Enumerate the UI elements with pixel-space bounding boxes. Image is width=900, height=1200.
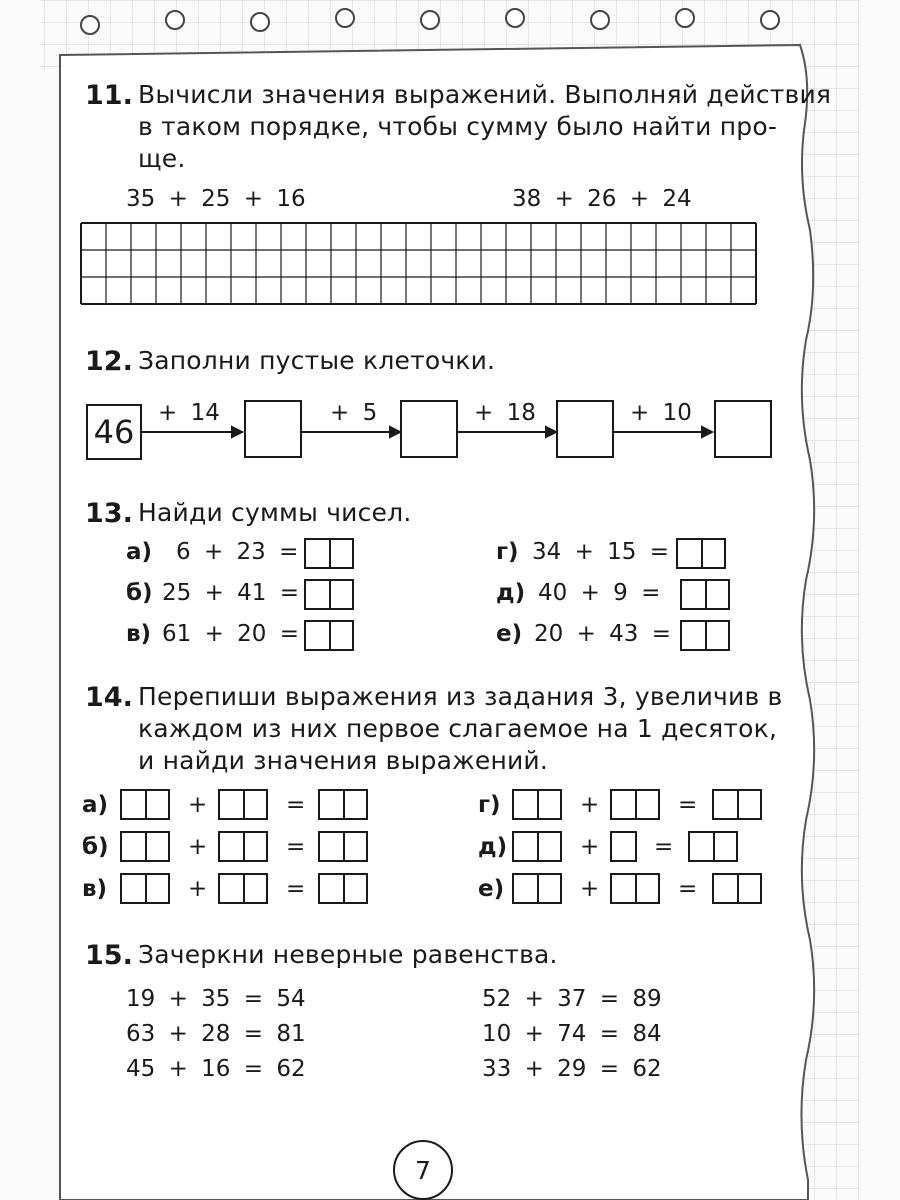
exercise-11-expression-left: 35 + 25 + 16: [126, 186, 306, 212]
answer-cells[interactable]: [304, 538, 354, 569]
equality[interactable]: 10 + 74 = 84: [482, 1021, 662, 1047]
answer-cells[interactable]: [676, 538, 726, 569]
result-cells[interactable]: [318, 873, 368, 904]
exercise-14-text-line-1: Перепиши выражения из задания 3, увеличив в: [138, 682, 783, 711]
item-label: в): [82, 876, 108, 902]
page-number: 7: [393, 1140, 453, 1200]
chain-start-box: 46: [86, 404, 142, 460]
plus-sign: +: [580, 876, 600, 902]
item-label: г): [496, 539, 519, 565]
chain-answer-box[interactable]: [714, 400, 772, 458]
equality[interactable]: 19 + 35 = 54: [126, 986, 306, 1012]
sum-expression: 20 + 43 =: [534, 621, 672, 647]
equality[interactable]: 52 + 37 = 89: [482, 986, 662, 1012]
term-cells[interactable]: [218, 831, 268, 862]
plus-sign: +: [580, 792, 600, 818]
item-label: е): [478, 876, 505, 902]
plus-sign: +: [188, 834, 208, 860]
exercise-11-text-line-3: ще.: [138, 144, 186, 173]
term-cells[interactable]: [120, 789, 170, 820]
equals-sign: =: [654, 834, 674, 860]
item-label: г): [478, 792, 501, 818]
chain-answer-box[interactable]: [556, 400, 614, 458]
term-cells[interactable]: [610, 789, 660, 820]
chain-step-1: + 14: [158, 400, 220, 426]
answer-cells[interactable]: [680, 579, 730, 610]
result-cells[interactable]: [712, 873, 762, 904]
sum-expression: 34 + 15 =: [532, 539, 670, 565]
answer-cells[interactable]: [680, 620, 730, 651]
term-cells[interactable]: [218, 873, 268, 904]
chain-step-4: + 10: [630, 400, 692, 426]
result-cells[interactable]: [688, 831, 738, 862]
exercise-11-text-line-2: в таком порядке, чтобы сумму было найти про-: [138, 112, 778, 141]
plus-sign: +: [580, 834, 600, 860]
item-label: е): [496, 621, 523, 647]
exercise-14-text-line-3: и найди значения выражений.: [138, 746, 549, 775]
item-label: а): [126, 539, 153, 565]
equality[interactable]: 63 + 28 = 81: [126, 1021, 306, 1047]
exercise-11-number: 11.: [85, 80, 133, 111]
sum-expression: 61 + 20 =: [162, 621, 300, 647]
exercise-11-answer-grid[interactable]: [80, 222, 760, 306]
chain-step-2: + 5: [330, 400, 378, 426]
term-cells[interactable]: [610, 873, 660, 904]
term-cells[interactable]: [512, 873, 562, 904]
sum-expression: 40 + 9 =: [538, 580, 661, 606]
equality[interactable]: 45 + 16 = 62: [126, 1056, 306, 1082]
answer-cells[interactable]: [304, 620, 354, 651]
item-label: б): [126, 580, 153, 606]
exercise-15-number: 15.: [85, 940, 133, 971]
item-label: д): [496, 580, 526, 606]
exercise-15-text: Зачеркни неверные равенства.: [138, 940, 558, 969]
exercise-12-number: 12.: [85, 346, 133, 377]
plus-sign: +: [188, 876, 208, 902]
answer-cells[interactable]: [304, 579, 354, 610]
term-cells[interactable]: [120, 873, 170, 904]
term-cells[interactable]: [120, 831, 170, 862]
exercise-13-text: Найди суммы чисел.: [138, 498, 412, 527]
exercise-14-number: 14.: [85, 682, 133, 713]
exercise-14-text-line-2: каждом из них первое слагаемое на 1 десяток,: [138, 714, 778, 743]
exercise-13-number: 13.: [85, 498, 133, 529]
term-cells[interactable]: [512, 789, 562, 820]
exercise-11-expression-right: 38 + 26 + 24: [512, 186, 692, 212]
item-label: в): [126, 621, 152, 647]
sum-expression: 6 + 23 =: [176, 539, 299, 565]
item-label: д): [478, 834, 508, 860]
term-cells[interactable]: [512, 831, 562, 862]
item-label: а): [82, 792, 109, 818]
exercise-11-text-line-1: Вычисли значения выражений. Выполняй действия: [138, 80, 832, 109]
item-label: б): [82, 834, 109, 860]
plus-sign: +: [188, 792, 208, 818]
term-cells[interactable]: [218, 789, 268, 820]
chain-answer-box[interactable]: [400, 400, 458, 458]
term-cell-single[interactable]: [610, 831, 637, 862]
sum-expression: 25 + 41 =: [162, 580, 300, 606]
exercise-12-text: Заполни пустые клеточки.: [138, 346, 496, 375]
chain-answer-box[interactable]: [244, 400, 302, 458]
result-cells[interactable]: [318, 789, 368, 820]
result-cells[interactable]: [712, 789, 762, 820]
chain-step-3: + 18: [474, 400, 536, 426]
equals-sign: =: [678, 792, 698, 818]
equality[interactable]: 33 + 29 = 62: [482, 1056, 662, 1082]
equals-sign: =: [286, 834, 306, 860]
result-cells[interactable]: [318, 831, 368, 862]
equals-sign: =: [286, 792, 306, 818]
equals-sign: =: [678, 876, 698, 902]
equals-sign: =: [286, 876, 306, 902]
